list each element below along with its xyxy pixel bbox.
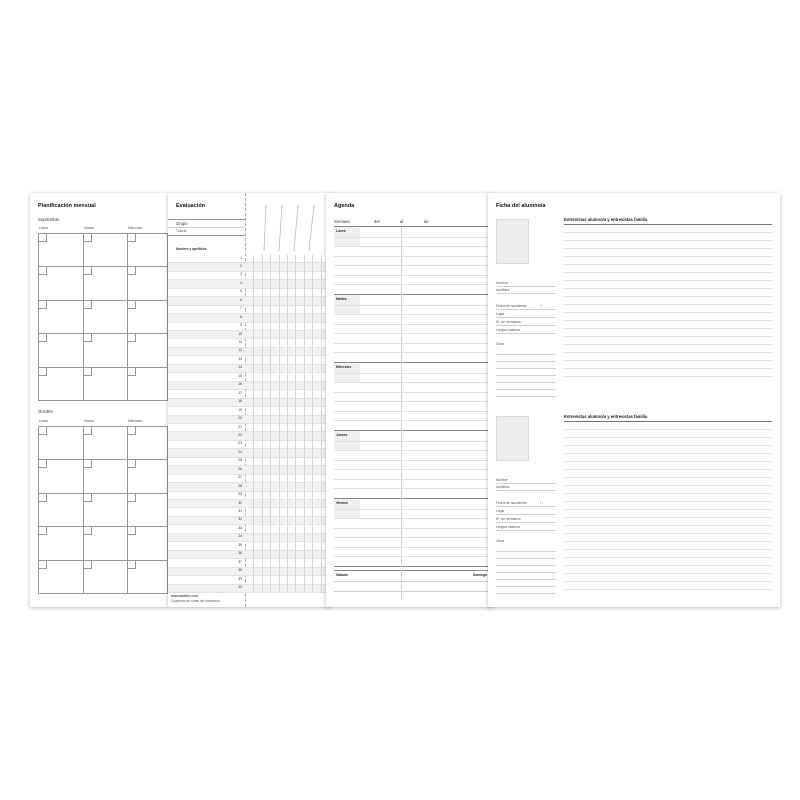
- writing-line: [564, 541, 772, 542]
- date-box: [83, 426, 92, 435]
- writing-line: [564, 493, 772, 494]
- writing-line: [564, 573, 772, 574]
- writing-line: [334, 401, 492, 402]
- writing-line: [334, 528, 492, 529]
- writing-line: [496, 558, 556, 559]
- table-row: [168, 492, 330, 500]
- calendar-grid: [38, 426, 168, 593]
- table-row: [168, 314, 330, 322]
- grupo-label: Grupo: [176, 221, 188, 226]
- writing-line: [334, 246, 492, 247]
- date-box: [38, 493, 47, 502]
- table-row: [168, 263, 330, 271]
- day-label: Miércoles: [128, 226, 143, 230]
- row-number: 26: [238, 466, 242, 471]
- writing-line: [564, 272, 772, 273]
- writing-line: [564, 549, 772, 550]
- table-row: [168, 289, 330, 297]
- row-number: 15: [238, 373, 242, 378]
- writing-line: [334, 392, 492, 393]
- row-number: 8: [240, 314, 242, 319]
- semana-label: Semana: [334, 219, 350, 224]
- grid-line: [38, 426, 168, 427]
- date-box: [127, 526, 136, 535]
- grid-line: [38, 300, 168, 301]
- table-row: [168, 551, 330, 559]
- writing-line: [334, 469, 492, 470]
- writing-line: [334, 305, 492, 306]
- row-number: 23: [238, 441, 242, 446]
- row-number: 1: [240, 255, 242, 260]
- writing-line: [334, 237, 492, 238]
- field-otros: Otros: [496, 342, 505, 346]
- interview-lines: [564, 224, 772, 384]
- grid-column: [262, 255, 263, 593]
- fecha-slashes: / /: [540, 501, 543, 505]
- writing-line: [334, 488, 492, 489]
- writing-line: [334, 265, 492, 266]
- date-box: [127, 560, 136, 569]
- grid-line: [38, 266, 168, 267]
- field-hermanos: Nº. de hermanos: [496, 517, 521, 521]
- table-row: [168, 272, 330, 280]
- day-name: Miércoles: [336, 365, 352, 369]
- table-row: [168, 365, 330, 373]
- table-row: [168, 576, 330, 584]
- day-label: Lunes: [39, 419, 48, 423]
- row-number: 30: [238, 500, 242, 505]
- grid-line: [38, 593, 168, 594]
- writing-line: [564, 429, 772, 430]
- writing-line: [564, 445, 772, 446]
- field-nombre: Nombre: [496, 478, 508, 482]
- sheet-agenda: [326, 193, 492, 607]
- writing-line: [564, 232, 772, 233]
- otros-lines: [496, 347, 556, 397]
- writing-line: [564, 296, 772, 297]
- date-box: [83, 560, 92, 569]
- table-row: [168, 280, 330, 288]
- day-name: Jueves: [336, 433, 348, 437]
- table-row: [168, 432, 330, 440]
- sheet-ficha-alumno: [488, 193, 780, 607]
- table-row: [168, 483, 330, 491]
- table-row: [168, 585, 330, 593]
- writing-line: [496, 382, 556, 383]
- date-box: [38, 300, 47, 309]
- writing-line: [564, 581, 772, 582]
- grid-line: [38, 367, 168, 368]
- writing-line: [334, 275, 492, 276]
- table-row: [168, 568, 330, 576]
- row-number: 31: [238, 509, 242, 513]
- agenda-day-block: [334, 295, 492, 363]
- row-number: 21: [238, 424, 242, 429]
- date-box: [83, 493, 92, 502]
- grid-column: [270, 255, 271, 593]
- row-number: 37: [238, 559, 242, 564]
- al-label: al: [400, 219, 404, 224]
- writing-line: [496, 579, 556, 580]
- student-rows: [168, 255, 330, 593]
- grid-line: [38, 233, 168, 234]
- writing-line: [564, 509, 772, 510]
- sheet-title: Ficha del alumno/a: [496, 203, 546, 209]
- writing-line: [564, 461, 772, 462]
- writing-line: [496, 375, 556, 376]
- writing-line: [496, 565, 556, 566]
- grid-column: [253, 255, 254, 593]
- field-nombre: Nombre: [496, 281, 508, 285]
- del-label: del: [374, 219, 380, 224]
- calendar-grid: [38, 233, 168, 400]
- writing-line: [334, 450, 492, 451]
- table-row: [168, 534, 330, 542]
- day-label: Martes: [84, 226, 95, 230]
- date-box: [127, 367, 136, 376]
- row-number: 2: [240, 263, 242, 268]
- row-number: 4: [240, 280, 242, 285]
- table-row: [168, 559, 330, 567]
- field-fecha: Fecha de nacimiento: [496, 501, 527, 505]
- agenda-day-block: [334, 227, 492, 295]
- row-number: 12: [238, 348, 242, 353]
- writing-line: [564, 256, 772, 257]
- writing-line: [334, 441, 492, 442]
- writing-line: [496, 354, 556, 355]
- day-name: Martes: [336, 297, 347, 301]
- table-row: [168, 500, 330, 508]
- photo-placeholder: [496, 416, 529, 461]
- field-apellidos: Apellidos: [496, 288, 510, 292]
- writing-line: [564, 565, 772, 566]
- sabado-label: Sábado: [336, 573, 348, 577]
- field-lugar: Lugar: [496, 312, 505, 316]
- writing-line: [564, 589, 772, 590]
- row-number: 32: [238, 517, 242, 522]
- row-number: 24: [238, 449, 242, 454]
- writing-line: [496, 551, 556, 552]
- date-box: [127, 333, 136, 342]
- sheet-title: Planificación mensual: [38, 203, 96, 209]
- table-row: [168, 416, 330, 424]
- writing-line: [564, 501, 772, 502]
- table-row: [168, 509, 330, 517]
- writing-line: [334, 411, 492, 412]
- writing-line: [334, 556, 492, 557]
- month-label: Octubre: [38, 409, 53, 414]
- table-row: [168, 340, 330, 348]
- date-box: [83, 333, 92, 342]
- writing-line: [564, 320, 772, 321]
- entrevistas-title: Entrevistas alumno/a y entrevistas familia: [564, 217, 648, 222]
- row-number: 16: [238, 382, 242, 387]
- writing-line: [564, 344, 772, 345]
- row-number: 34: [238, 534, 242, 539]
- table-row: [168, 407, 330, 415]
- writing-line: [564, 557, 772, 558]
- grid-column: [295, 255, 296, 593]
- date-box: [38, 560, 47, 569]
- writing-line: [334, 256, 492, 257]
- row-number: 20: [238, 416, 242, 421]
- date-box: [38, 426, 47, 435]
- date-box: [38, 526, 47, 535]
- row-number: 10: [238, 331, 242, 336]
- interview-lines: [564, 421, 772, 593]
- writing-line: [334, 460, 492, 461]
- grid-column: [312, 255, 313, 593]
- day-label: Lunes: [39, 226, 48, 230]
- entrevistas-title: Entrevistas alumno/a y entrevistas familia: [564, 414, 648, 419]
- writing-line: [496, 396, 556, 397]
- date-box: [38, 333, 47, 342]
- writing-line: [564, 533, 772, 534]
- grid-column: [321, 255, 322, 593]
- field-otros: Otros: [496, 539, 505, 543]
- field-apellidos: Apellidos: [496, 485, 510, 489]
- writing-line: [334, 324, 492, 325]
- row-number: 36: [238, 551, 242, 556]
- table-row: [168, 458, 330, 466]
- table-row: [168, 323, 330, 331]
- field-lengua: Lengua materna: [496, 328, 521, 332]
- grid-line: [38, 493, 168, 494]
- sheet-title: Evaluación: [176, 203, 206, 209]
- writing-line: [334, 382, 492, 383]
- table-row: [168, 424, 330, 432]
- row-number: 33: [238, 525, 242, 530]
- writing-line: [564, 240, 772, 241]
- sheet-planificacion-mensual: [30, 193, 168, 607]
- writing-line: [334, 352, 492, 353]
- writing-line: [564, 453, 772, 454]
- agenda-day-block: [334, 431, 492, 499]
- table-row: [168, 475, 330, 483]
- writing-line: [496, 593, 556, 594]
- table-row: [168, 306, 330, 314]
- date-box: [83, 300, 92, 309]
- writing-line: [334, 420, 492, 421]
- table-row: [168, 525, 330, 533]
- row-number: 40: [238, 585, 242, 590]
- writing-line: [564, 485, 772, 486]
- date-box: [127, 426, 136, 435]
- row-number: 22: [238, 432, 242, 437]
- writing-line: [496, 368, 556, 369]
- row-number: 35: [238, 542, 242, 547]
- field-lugar: Lugar: [496, 509, 505, 513]
- writing-line: [334, 373, 492, 374]
- writing-line: [564, 469, 772, 470]
- writing-line: [564, 288, 772, 289]
- nombre-header: Nombre y apellidos: [176, 247, 207, 251]
- grid-column: [304, 255, 305, 593]
- agenda-day-block: [334, 363, 492, 431]
- row-number: 18: [238, 399, 242, 404]
- writing-line: [564, 248, 772, 249]
- row-number: 19: [238, 407, 242, 412]
- grid-line: [38, 459, 168, 460]
- column-header-strokes: [246, 203, 330, 253]
- writing-line: [564, 280, 772, 281]
- grid-line: [38, 333, 168, 334]
- date-box: [127, 459, 136, 468]
- photo-placeholder: [496, 219, 529, 264]
- date-box: [83, 526, 92, 535]
- writing-line: [564, 312, 772, 313]
- agenda-day-block: [334, 499, 492, 567]
- row-number: 17: [238, 390, 242, 395]
- row-number: 39: [238, 576, 242, 581]
- footer-url: www.additio.com: [171, 594, 198, 598]
- date-box: [83, 266, 92, 275]
- writing-line: [334, 509, 492, 510]
- date-box: [127, 493, 136, 502]
- date-box: [38, 367, 47, 376]
- sheet-evaluacion: [168, 193, 330, 607]
- row-number: 5: [240, 289, 242, 294]
- table-row: [168, 373, 330, 381]
- grid-line: [38, 526, 168, 527]
- writing-line: [564, 517, 772, 518]
- row-number: 11: [238, 340, 242, 344]
- writing-line: [564, 368, 772, 369]
- table-row: [168, 449, 330, 457]
- date-box: [127, 266, 136, 275]
- row-number: 38: [238, 568, 242, 573]
- writing-line: [334, 479, 492, 480]
- table-row: [168, 297, 330, 305]
- writing-line: [496, 389, 556, 390]
- table-row: [168, 517, 330, 525]
- date-box: [127, 233, 136, 242]
- field-hermanos: Nº. de hermanos: [496, 320, 521, 324]
- month-label: Septiembre: [38, 217, 60, 222]
- grid-column: [287, 255, 288, 593]
- row-number: 28: [238, 483, 242, 488]
- writing-line: [564, 328, 772, 329]
- row-number: 6: [240, 297, 242, 302]
- grid-line: [38, 400, 168, 401]
- grid-column: [279, 255, 280, 593]
- day-name: Lunes: [336, 229, 346, 233]
- day-name: Viernes: [336, 501, 348, 505]
- field-lengua: Lengua materna: [496, 525, 521, 529]
- date-box: [38, 233, 47, 242]
- writing-line: [334, 343, 492, 344]
- footer-text: Cuaderno de notas del alumnado: [171, 599, 220, 603]
- agenda-days: [334, 227, 492, 567]
- writing-line: [496, 572, 556, 573]
- writing-line: [564, 525, 772, 526]
- table-row: [168, 441, 330, 449]
- table-row: [168, 466, 330, 474]
- domingo-label: Domingo: [473, 573, 488, 577]
- writing-line: [564, 437, 772, 438]
- table-row: [168, 331, 330, 339]
- day-label: Martes: [84, 419, 95, 423]
- date-box: [83, 367, 92, 376]
- day-label: Miércoles: [128, 419, 143, 423]
- grid-line: [38, 560, 168, 561]
- sheet-title: Agenda: [334, 203, 355, 209]
- writing-line: [564, 264, 772, 265]
- date-box: [127, 300, 136, 309]
- writing-line: [334, 284, 492, 285]
- table-row: [168, 348, 330, 356]
- field-fecha: Fecha de nacimiento: [496, 304, 527, 308]
- writing-line: [564, 352, 772, 353]
- writing-line: [496, 361, 556, 362]
- date-box: [83, 233, 92, 242]
- writing-line: [564, 336, 772, 337]
- writing-line: [334, 537, 492, 538]
- table-row: [168, 390, 330, 398]
- tutoria-label: Tutoría: [176, 229, 187, 233]
- table-row: [168, 382, 330, 390]
- row-number: 29: [238, 492, 242, 497]
- de-label: de: [424, 219, 429, 224]
- table-row: [168, 255, 330, 263]
- row-number: 13: [238, 356, 242, 361]
- date-box: [38, 459, 47, 468]
- table-row: [168, 356, 330, 364]
- row-number: 25: [238, 458, 242, 463]
- writing-line: [334, 518, 492, 519]
- writing-line: [564, 477, 772, 478]
- row-number: 9: [240, 323, 242, 328]
- row-number: 7: [240, 306, 242, 311]
- date-box: [38, 266, 47, 275]
- fecha-slashes: / /: [540, 304, 543, 308]
- writing-line: [564, 304, 772, 305]
- writing-line: [334, 314, 492, 315]
- date-box: [83, 459, 92, 468]
- row-number: 27: [238, 475, 242, 480]
- table-row: [168, 542, 330, 550]
- writing-line: [334, 333, 492, 334]
- writing-line: [496, 586, 556, 587]
- writing-line: [334, 547, 492, 548]
- table-row: [168, 399, 330, 407]
- row-number: 3: [240, 272, 242, 277]
- row-number: 14: [238, 365, 242, 370]
- otros-lines: [496, 544, 556, 594]
- writing-line: [564, 360, 772, 361]
- writing-line: [564, 376, 772, 377]
